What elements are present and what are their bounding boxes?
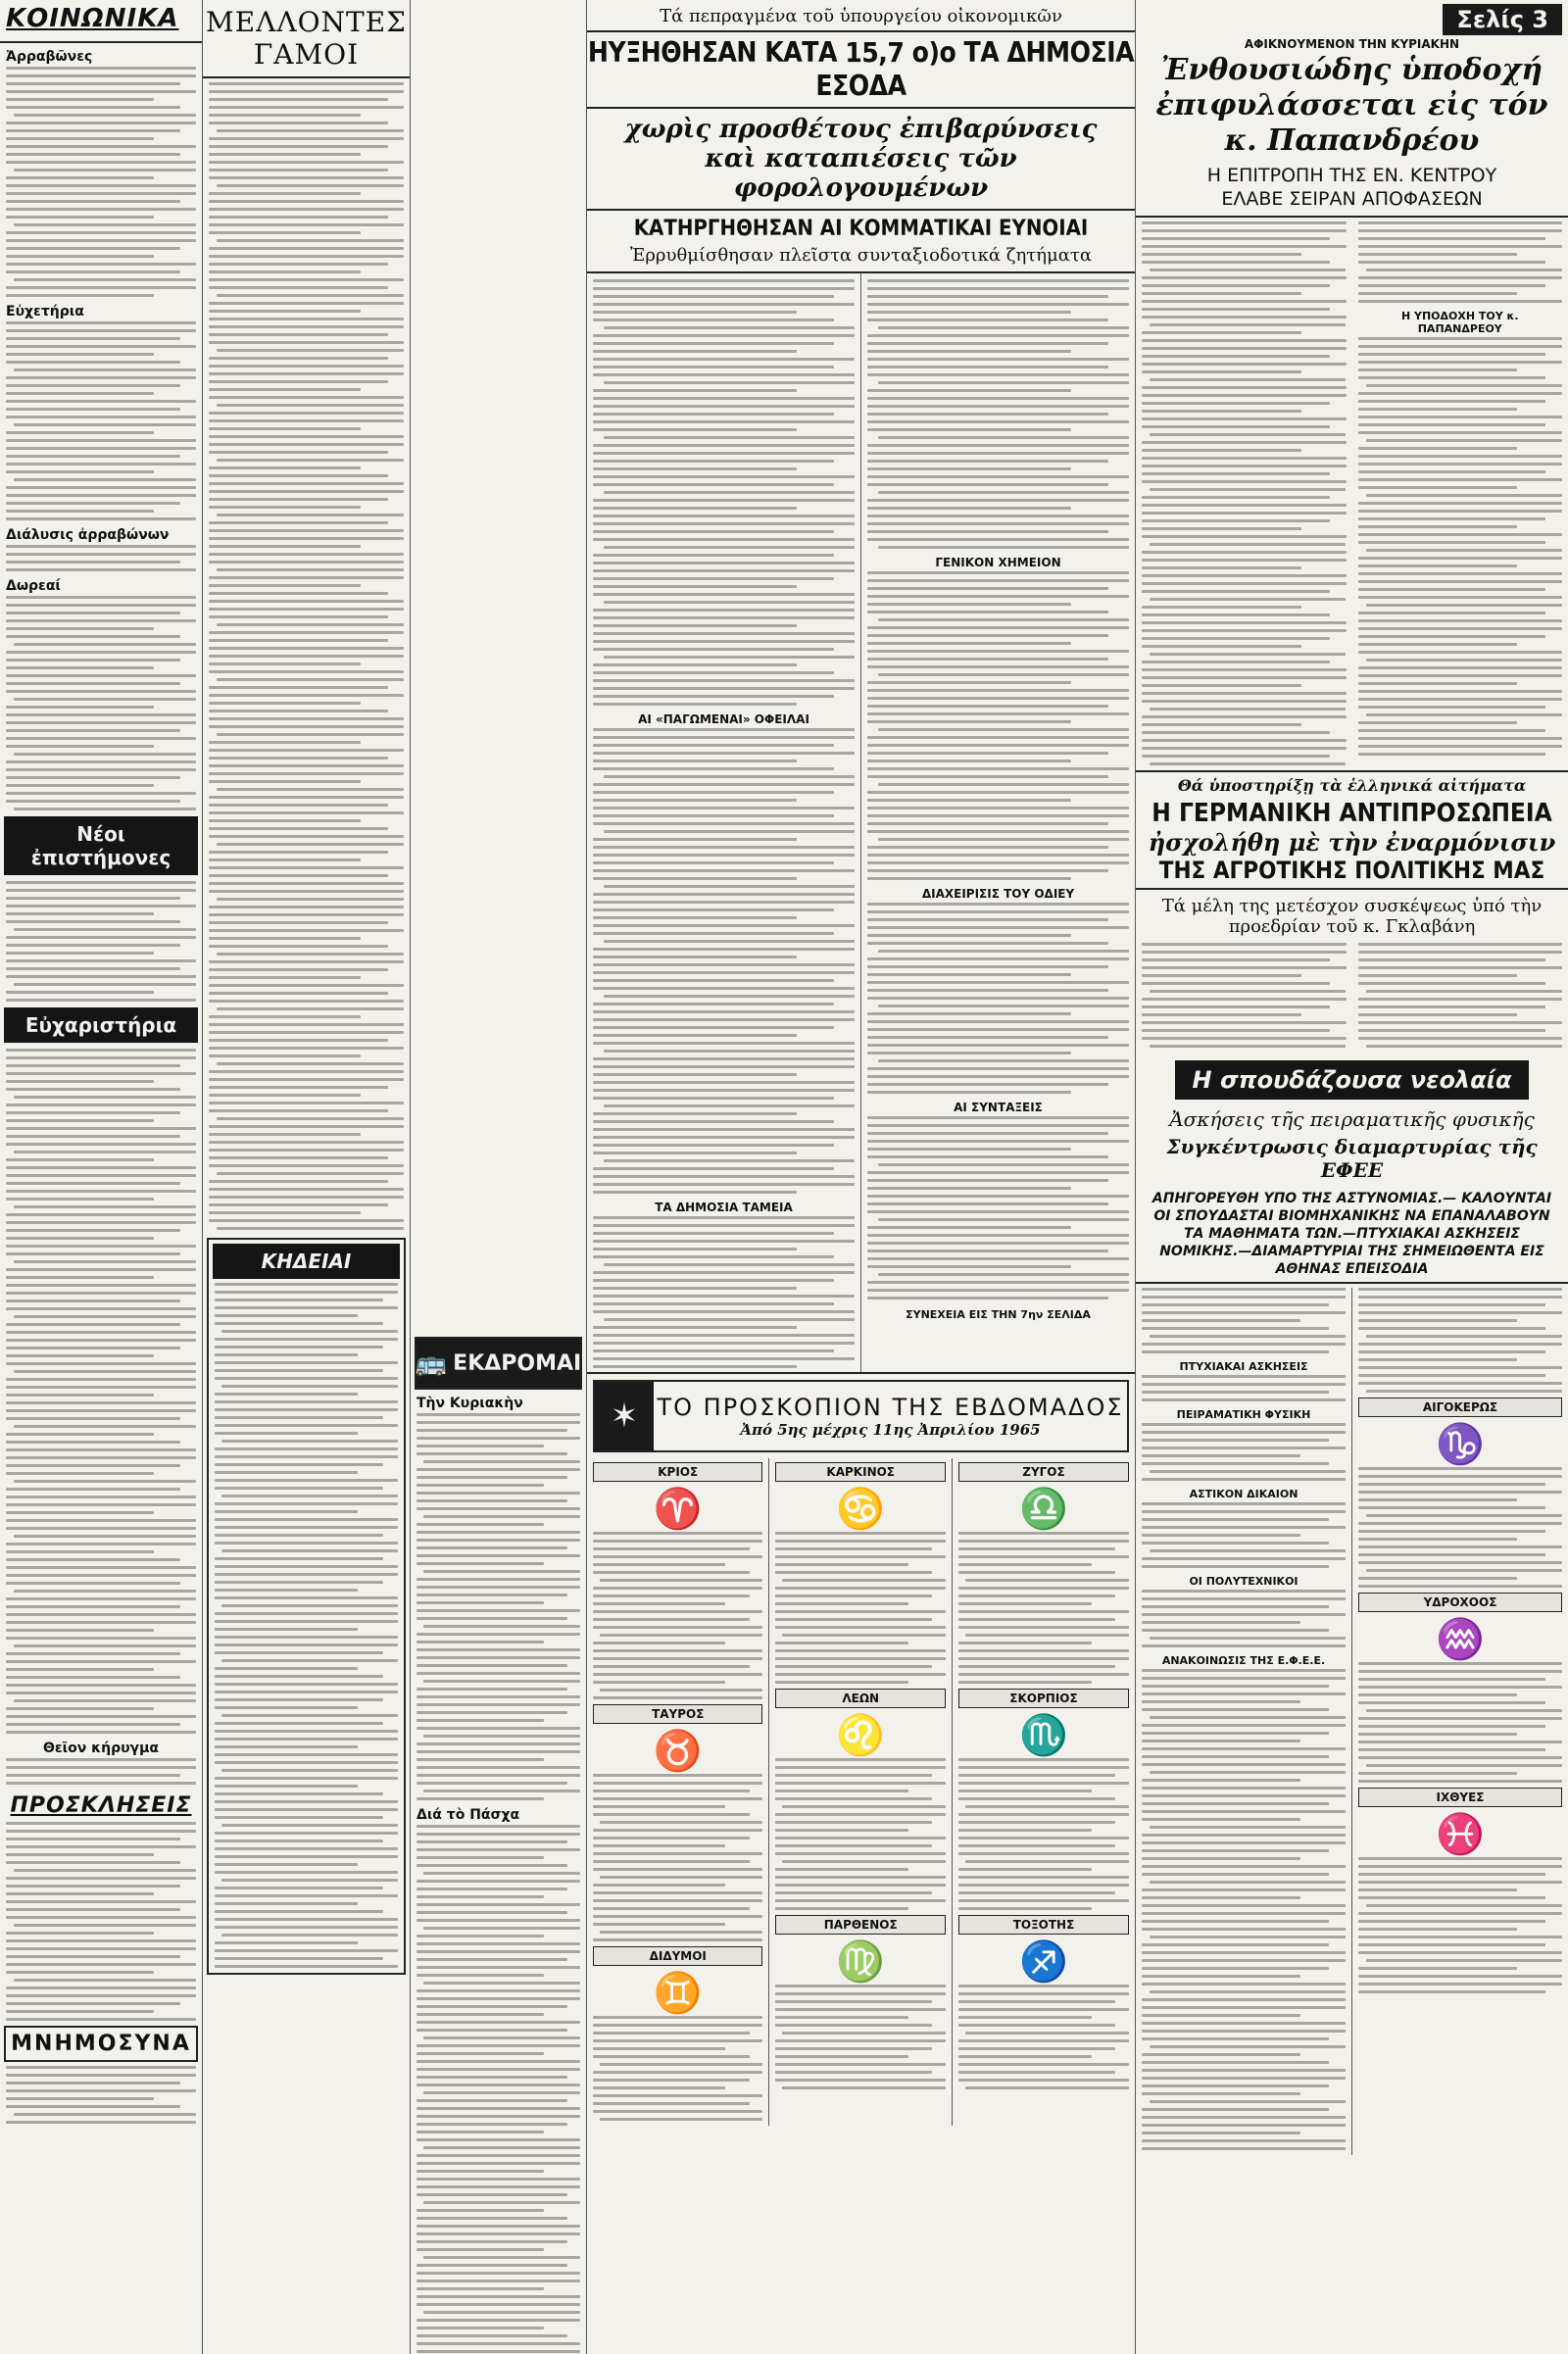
article-body	[769, 1532, 951, 1684]
heading-experimental-physics: ΠΕΙΡΑΜΑΤΙΚΗ ΦΥΣΙΚΗ	[1176, 1408, 1311, 1421]
section-title-social: ΚΟΙΝΩΝΙΚΑ	[6, 4, 179, 33]
right-kicker2: Θά ὑποστηρίξῃ τὰ ἑλληνικά αἰτήματα	[1136, 770, 1568, 799]
heading-invitations: ΠΡΟΣΚΛΗΣΕΙΣ	[10, 1793, 192, 1818]
article-body	[0, 1822, 202, 2021]
center-story	[587, 0, 1135, 1372]
right-kicker: ΑΦΙΚΝΟΥΜΕΝΟΝ ΤΗΝ ΚΥΡΙΑΚΗΝ	[1244, 37, 1460, 51]
article-body	[209, 1283, 404, 1968]
heading-donations: Δωρεαί	[6, 578, 61, 594]
center-sub3: Ἐρρυθμίσθησαν πλεῖστα συνταξιοδοτικά ζητήματα	[587, 243, 1135, 273]
column-social	[0, 0, 202, 2354]
horoscope-title: ΤΟ ΠΡΟΣΚΟΠΙΟΝ ΤΗΣ ΕΒΔΟΜΑΔΟΣ	[657, 1394, 1124, 1421]
article-body	[1136, 1375, 1351, 1401]
horoscope-col3	[953, 1458, 1135, 2126]
article-body	[587, 1532, 768, 1699]
heading-dissolution: Διάλυσις ἀρραβώνων	[6, 527, 170, 543]
heading-odiey: ΔΙΑΧΕΙΡΙΣΙΣ ΤΟΥ ΟΔΙΕΥ	[921, 887, 1075, 901]
article-body	[0, 596, 202, 810]
article-body	[411, 1825, 586, 2354]
article-body	[1136, 1590, 1351, 1647]
heading-reception: Η ΥΠΟΔΟΧΗ ΤΟΥ κ. ΠΑΠΑΝΔΡΕΟΥ	[1400, 310, 1519, 335]
article-body	[861, 903, 1135, 1094]
article-body	[1136, 1423, 1351, 1481]
column-weddings	[203, 0, 410, 2354]
article-body	[0, 321, 202, 520]
center-headline: ΗΥΞΗΘΗΣΑΝ ΚΑΤΑ 15,7 ο)ο ΤΑ ΔΗΜΟΣΙΑ ΕΣΟΔΑ	[587, 30, 1135, 109]
box-new-scientists: Νέοι ἐπιστήμονες	[4, 816, 198, 875]
article-body	[1352, 943, 1568, 1048]
sign-virgo-label: ΠΑΡΘΕΝΟΣ	[775, 1915, 945, 1935]
right-headline2: Η ΓΕΡΜΑΝΙΚΗ ΑΝΤΙΠΡΟΣΩΠΕΙΑ	[1152, 799, 1552, 828]
center-right-col	[861, 273, 1135, 1372]
article-body	[861, 279, 1135, 549]
right-sub3: Ἀσκήσεις τῆς πειραματικῆς φυσικῆς	[1169, 1107, 1535, 1131]
article-body	[0, 1758, 202, 1785]
sagittarius-icon: ♐	[1019, 1939, 1068, 1985]
center-headline2: ΚΑΤΗΡΓΗΘΗΣΑΝ ΑΙ ΚΟΜΜΑΤΙΚΑΙ ΕΥΝΟΙΑΙ	[587, 209, 1135, 243]
funerals-box	[207, 1238, 406, 1975]
horoscope-col2	[769, 1458, 952, 2126]
sign-libra-label: ΖΥΓΟΣ	[958, 1462, 1129, 1482]
sign-taurus-label: ΤΑΥΡΟΣ	[593, 1704, 762, 1724]
virgo-icon: ♍	[836, 1939, 886, 1985]
article-body	[587, 279, 860, 706]
star-icon: ✶	[595, 1382, 654, 1450]
sign-scorpio-label: ΣΚΟΡΠΙΟΣ	[958, 1689, 1129, 1708]
article-body	[587, 1216, 860, 1372]
right-headline3: ΑΠΗΓΟΡΕΥΘΗ ΥΠΟ ΤΗΣ ΑΣΤΥΝΟΜΙΑΣ.— ΚΑΛΟΥΝΤΑΙ ΟΙ ΣΠΟΥΔΑΣΤΑΙ ΒΙΟΜΗΧΑΝΙΚΗΣ ΝΑ ΕΠΑΝΑΛΑΒΟΥΝ ΤΑ ΜΑΘΗΜΑΤΑ ΤΩΝ.—ΠΤΥΧΙΑΚΑΙ ΑΣΚΗΣΕΙΣ ΝΟΜΙΚΗΣ.—ΔΙΑΜΑΡΤΥΡΙΑΙ ΤΗΣ ΣΗΜΕΙΩΘΕΝΤΑ ΕΙΣ ΑΘΗΝΑΣ ΕΠΕΙΣΟΔΙΑ	[1136, 1186, 1568, 1284]
horoscope-col1	[587, 1458, 769, 2126]
article-body	[0, 545, 202, 571]
heading-sermon: Θεῖον κήρυγμα	[42, 1741, 160, 1756]
bus-icon: 🚌	[415, 1349, 448, 1378]
sign-capricorn-label: ΑΙΓΟΚΕΡΩΣ	[1358, 1398, 1562, 1417]
article-body	[587, 2016, 768, 2121]
article-body	[1136, 1669, 1351, 2150]
article-body	[0, 2066, 202, 2124]
section-title-weddings: ΜΕΛΛΟΝΤΕΣ ΓΑΜΟΙ	[206, 6, 407, 71]
right-headline2b: ἠσχολήθη μὲ τὴν ἐναρμόνισιν	[1148, 828, 1556, 857]
heading-memorials: ΜΝΗΜΟΣΥΝΑ	[4, 2026, 198, 2062]
right-headline1c: ΕΛΑΒΕ ΣΕΙΡΑΝ ΑΠΟΦΑΣΕΩΝ	[1136, 188, 1568, 218]
article-body	[1352, 1857, 1568, 1993]
cancer-icon: ♋	[836, 1487, 886, 1532]
heading-degree-exercises: ΠΤΥΧΙΑΚΑΙ ΑΣΚΗΣΕΙΣ	[1179, 1360, 1308, 1373]
sign-pisces-label: ΙΧΘΥΕΣ	[1358, 1788, 1562, 1807]
column-excursions	[411, 1333, 586, 2354]
leo-icon: ♌	[836, 1713, 886, 1758]
center-kicker: Τά πεπραγμένα τοῦ ὑπουργείου οἰκονομικῶν	[660, 6, 1062, 26]
box-student-youth: Η σπουδάζουσα νεολαία	[1175, 1060, 1529, 1100]
sign-leo-label: ΛΕΩΝ	[775, 1689, 945, 1708]
right-sub4: Συγκέντρωσις διαμαρτυρίας τῆς ΕΦΕΕ	[1166, 1135, 1538, 1182]
article-body	[587, 1774, 768, 1941]
right-headline2c: ΤΗΣ ΑΓΡΟΤΙΚΗΣ ΠΟΛΙΤΙΚΗΣ ΜΑΣ	[1136, 857, 1568, 890]
article-body	[587, 728, 860, 1194]
horoscope-col4	[1351, 1288, 1568, 2155]
page-number-badge: Σελίς 3	[1443, 4, 1562, 35]
article-body	[861, 1116, 1135, 1300]
heading-easter: Διά τὸ Πάσχα	[416, 1807, 520, 1823]
taurus-icon: ♉	[653, 1729, 703, 1774]
libra-icon: ♎	[1019, 1487, 1068, 1532]
gemini-icon: ♊	[653, 1971, 703, 2016]
aries-icon: ♈	[653, 1487, 703, 1532]
continued-note: ΣΥΝΕΧΕΙΑ ΕΙΣ ΤΗΝ 7ην ΣΕΛΙΔΑ	[906, 1308, 1091, 1321]
article-body	[1136, 1502, 1351, 1568]
sign-aries-label: ΚΡΙΟΣ	[593, 1462, 762, 1482]
right-headline1: Ἐνθουσιώδης ὑποδοχή ἐπιφυλάσσεται εἰς τόν κ. Παπανδρέου	[1155, 53, 1548, 158]
heading-sunday: Τὴν Κυριακὴν	[416, 1396, 523, 1411]
article-body	[1352, 337, 1568, 756]
box-thanks: Εὐχαριστήρια	[4, 1007, 198, 1043]
sign-aquarius-label: ΥΔΡΟΧΟΟΣ	[1358, 1593, 1562, 1612]
article-body	[861, 571, 1135, 880]
article-body	[953, 1758, 1135, 1910]
capricorn-icon: ♑	[1436, 1422, 1485, 1467]
scorpio-icon: ♏	[1019, 1713, 1068, 1758]
heading-greetings: Εὐχετήρια	[6, 304, 84, 319]
heading-engagements: Ἀρραβῶνες	[6, 49, 93, 65]
article-body	[1352, 1662, 1568, 1783]
horoscope-header	[593, 1380, 1129, 1452]
article-body	[0, 67, 202, 297]
article-body	[1352, 1288, 1568, 1393]
article-body	[411, 1413, 586, 1800]
heading-civil-law: ΑΣΤΙΚΟΝ ΔΙΚΑΙΟΝ	[1189, 1488, 1298, 1500]
right-headline1b: Η ΕΠΙΤΡΟΠΗ ΤΗΣ ΕΝ. ΚΕΝΤΡΟΥ	[1206, 165, 1497, 186]
center-sub1: χωρὶς προσθέτους ἐπιβαρύνσεις	[624, 115, 1098, 144]
heading-public-funds: ΤΑ ΔΗΜΟΣΙΑ ΤΑΜΕΙΑ	[655, 1201, 793, 1214]
article-body	[769, 1758, 951, 1910]
excursions-banner	[415, 1337, 582, 1390]
article-body	[0, 881, 202, 1002]
sign-cancer-label: ΚΑΡΚΙΝΟΣ	[775, 1462, 945, 1482]
aquarius-icon: ♒	[1436, 1617, 1485, 1662]
center-left-col	[587, 273, 861, 1372]
heading-polytechnic: ΟΙ ΠΟΛΥΤΕΧΝΙΚΟΙ	[1189, 1575, 1298, 1588]
heading-frozen-debts: ΑΙ «ΠΑΓΩΜΕΝΑΙ» ΟΦΕΙΛΑΙ	[638, 712, 809, 726]
heading-pensions: ΑΙ ΣΥΝΤΑΞΕΙΣ	[954, 1101, 1043, 1114]
article-body	[769, 1985, 951, 2089]
heading-efee-announcement: ΑΝΑΚΟΙΝΩΣΙΣ ΤΗΣ Ε.Φ.Ε.Ε.	[1161, 1654, 1326, 1667]
article-body	[1352, 221, 1568, 303]
heading-funerals: ΚΗΔΕΙΑΙ	[213, 1244, 400, 1279]
sign-sagittarius-label: ΤΟΞΟΤΗΣ	[958, 1915, 1129, 1935]
right-sub2: Τά μέλη της μετέσχον συσκέψεως ὑπό τὴν προεδρίαν τοῦ κ. Γκλαβάνη	[1161, 896, 1543, 937]
sign-gemini-label: ΔΙΔΥΜΟΙ	[593, 1946, 762, 1966]
article-body	[1136, 943, 1352, 1048]
article-body	[953, 1532, 1135, 1684]
article-body	[1136, 1288, 1351, 1353]
column-right	[1136, 0, 1568, 2354]
article-body	[953, 1985, 1135, 2089]
center-sub2: καὶ καταπιέσεις τῶν φορολογουμένων	[705, 144, 1017, 203]
heading-general-lab: ΓΕΝΙΚΟΝ ΧΗΜΕΙΟΝ	[935, 556, 1061, 569]
article-body	[203, 82, 410, 1230]
horoscope	[587, 1372, 1135, 2354]
horoscope-subtitle: Ἀπό 5ης μέχρις 11ης Ἀπριλίου 1965	[740, 1421, 1041, 1439]
article-body	[0, 1049, 202, 1734]
article-body	[1352, 1467, 1568, 1588]
pisces-icon: ♓	[1436, 1812, 1485, 1857]
article-body	[1136, 221, 1352, 765]
heading-excursions: ΕΚΔΡΟΜΑΙ	[453, 1350, 582, 1376]
